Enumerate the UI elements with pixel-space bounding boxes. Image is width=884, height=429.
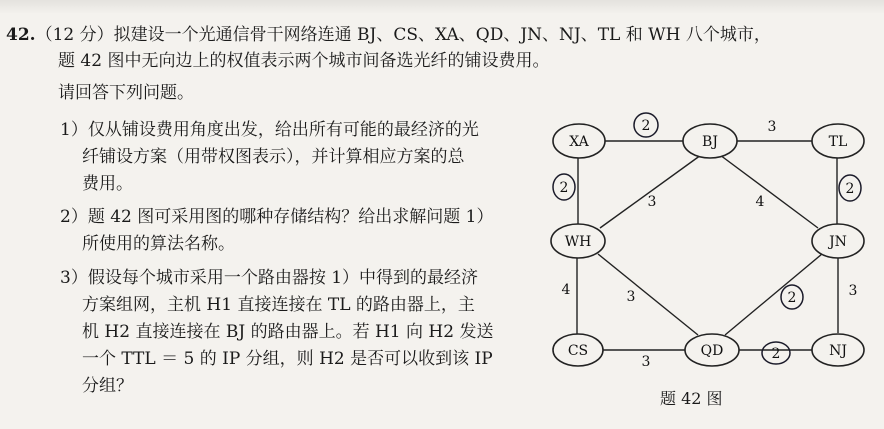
edge-weight-bj-jn: 4 (755, 194, 765, 210)
edge-weight-xa-wh: 2 (559, 180, 569, 196)
edge-weight-wh-qd: 3 (626, 289, 636, 305)
node-label-bj: BJ (702, 134, 718, 150)
subquestion-1-line3: 费用。 (82, 174, 133, 194)
subquestion-1-line1: 1）仅从铺设费用角度出发，给出所有可能的最经济的光 (60, 120, 479, 140)
subquestion-1-line2: 纤铺设方案（用带权图表示），并计算相应方案的总 (82, 147, 465, 167)
edge-weight-qd-nj: 2 (771, 346, 781, 362)
edge-wh-qd (598, 254, 698, 335)
subquestion-3-line3: 机 H2 直接连接在 BJ 的路由器上。若 H1 向 H2 发送 (82, 322, 494, 342)
subquestion-2-line2: 所使用的算法名称。 (82, 234, 235, 254)
subquestion-3-line5: 分组？ (82, 376, 133, 396)
edge-weight-wh-cs: 4 (561, 282, 571, 298)
node-label-cs: CS (567, 343, 589, 359)
edge-bj-jn (720, 155, 818, 228)
edge-jn-qd (725, 254, 822, 335)
subquestion-3-line2: 方案组网，主机 H1 直接连接在 TL 的路由器上，主 (82, 295, 475, 315)
edge-weight-tl-jn: 2 (845, 181, 855, 197)
edge-weight-xa-bj: 2 (641, 118, 651, 134)
edge-bj-wh (600, 155, 701, 228)
edge-weight-jn-qd: 2 (787, 290, 797, 306)
node-label-qd: QD (700, 343, 724, 359)
node-label-nj: NJ (829, 343, 847, 359)
question-intro-line2: 题 42 图中无向边上的权值表示两个城市间备选光纤的铺设费用。 (58, 51, 550, 71)
node-label-jn: JN (829, 234, 847, 250)
question-prompt: 请回答下列问题。 (58, 83, 194, 103)
edge-weight-bj-wh: 3 (647, 194, 657, 210)
subquestion-3-line1: 3）假设每个城市采用一个路由器按 1）中得到的最经济 (60, 268, 479, 288)
node-label-wh: WH (564, 234, 592, 250)
node-label-xa: XA (569, 134, 589, 150)
question-number: 42. (6, 25, 36, 45)
edge-weight-cs-qd: 3 (641, 354, 651, 370)
figure-caption: 题 42 图 (660, 389, 723, 408)
subquestion-2-line1: 2）题 42 图可采用图的哪种存储结构？给出求解问题 1） (60, 207, 494, 227)
edge-weight-bj-tl: 3 (767, 119, 777, 135)
question-intro: （12 分）拟建设一个光通信骨干网络连通 BJ、CS、XA、QD、JN、NJ、TL 和 WH 八个城市， (35, 25, 771, 45)
node-label-tl: TL (828, 134, 848, 150)
subquestion-3-line4: 一个 TTL ＝ 5 的 IP 分组，则 H2 是否可以收到该 IP (82, 349, 493, 369)
edge-weight-jn-nj: 3 (848, 283, 858, 299)
